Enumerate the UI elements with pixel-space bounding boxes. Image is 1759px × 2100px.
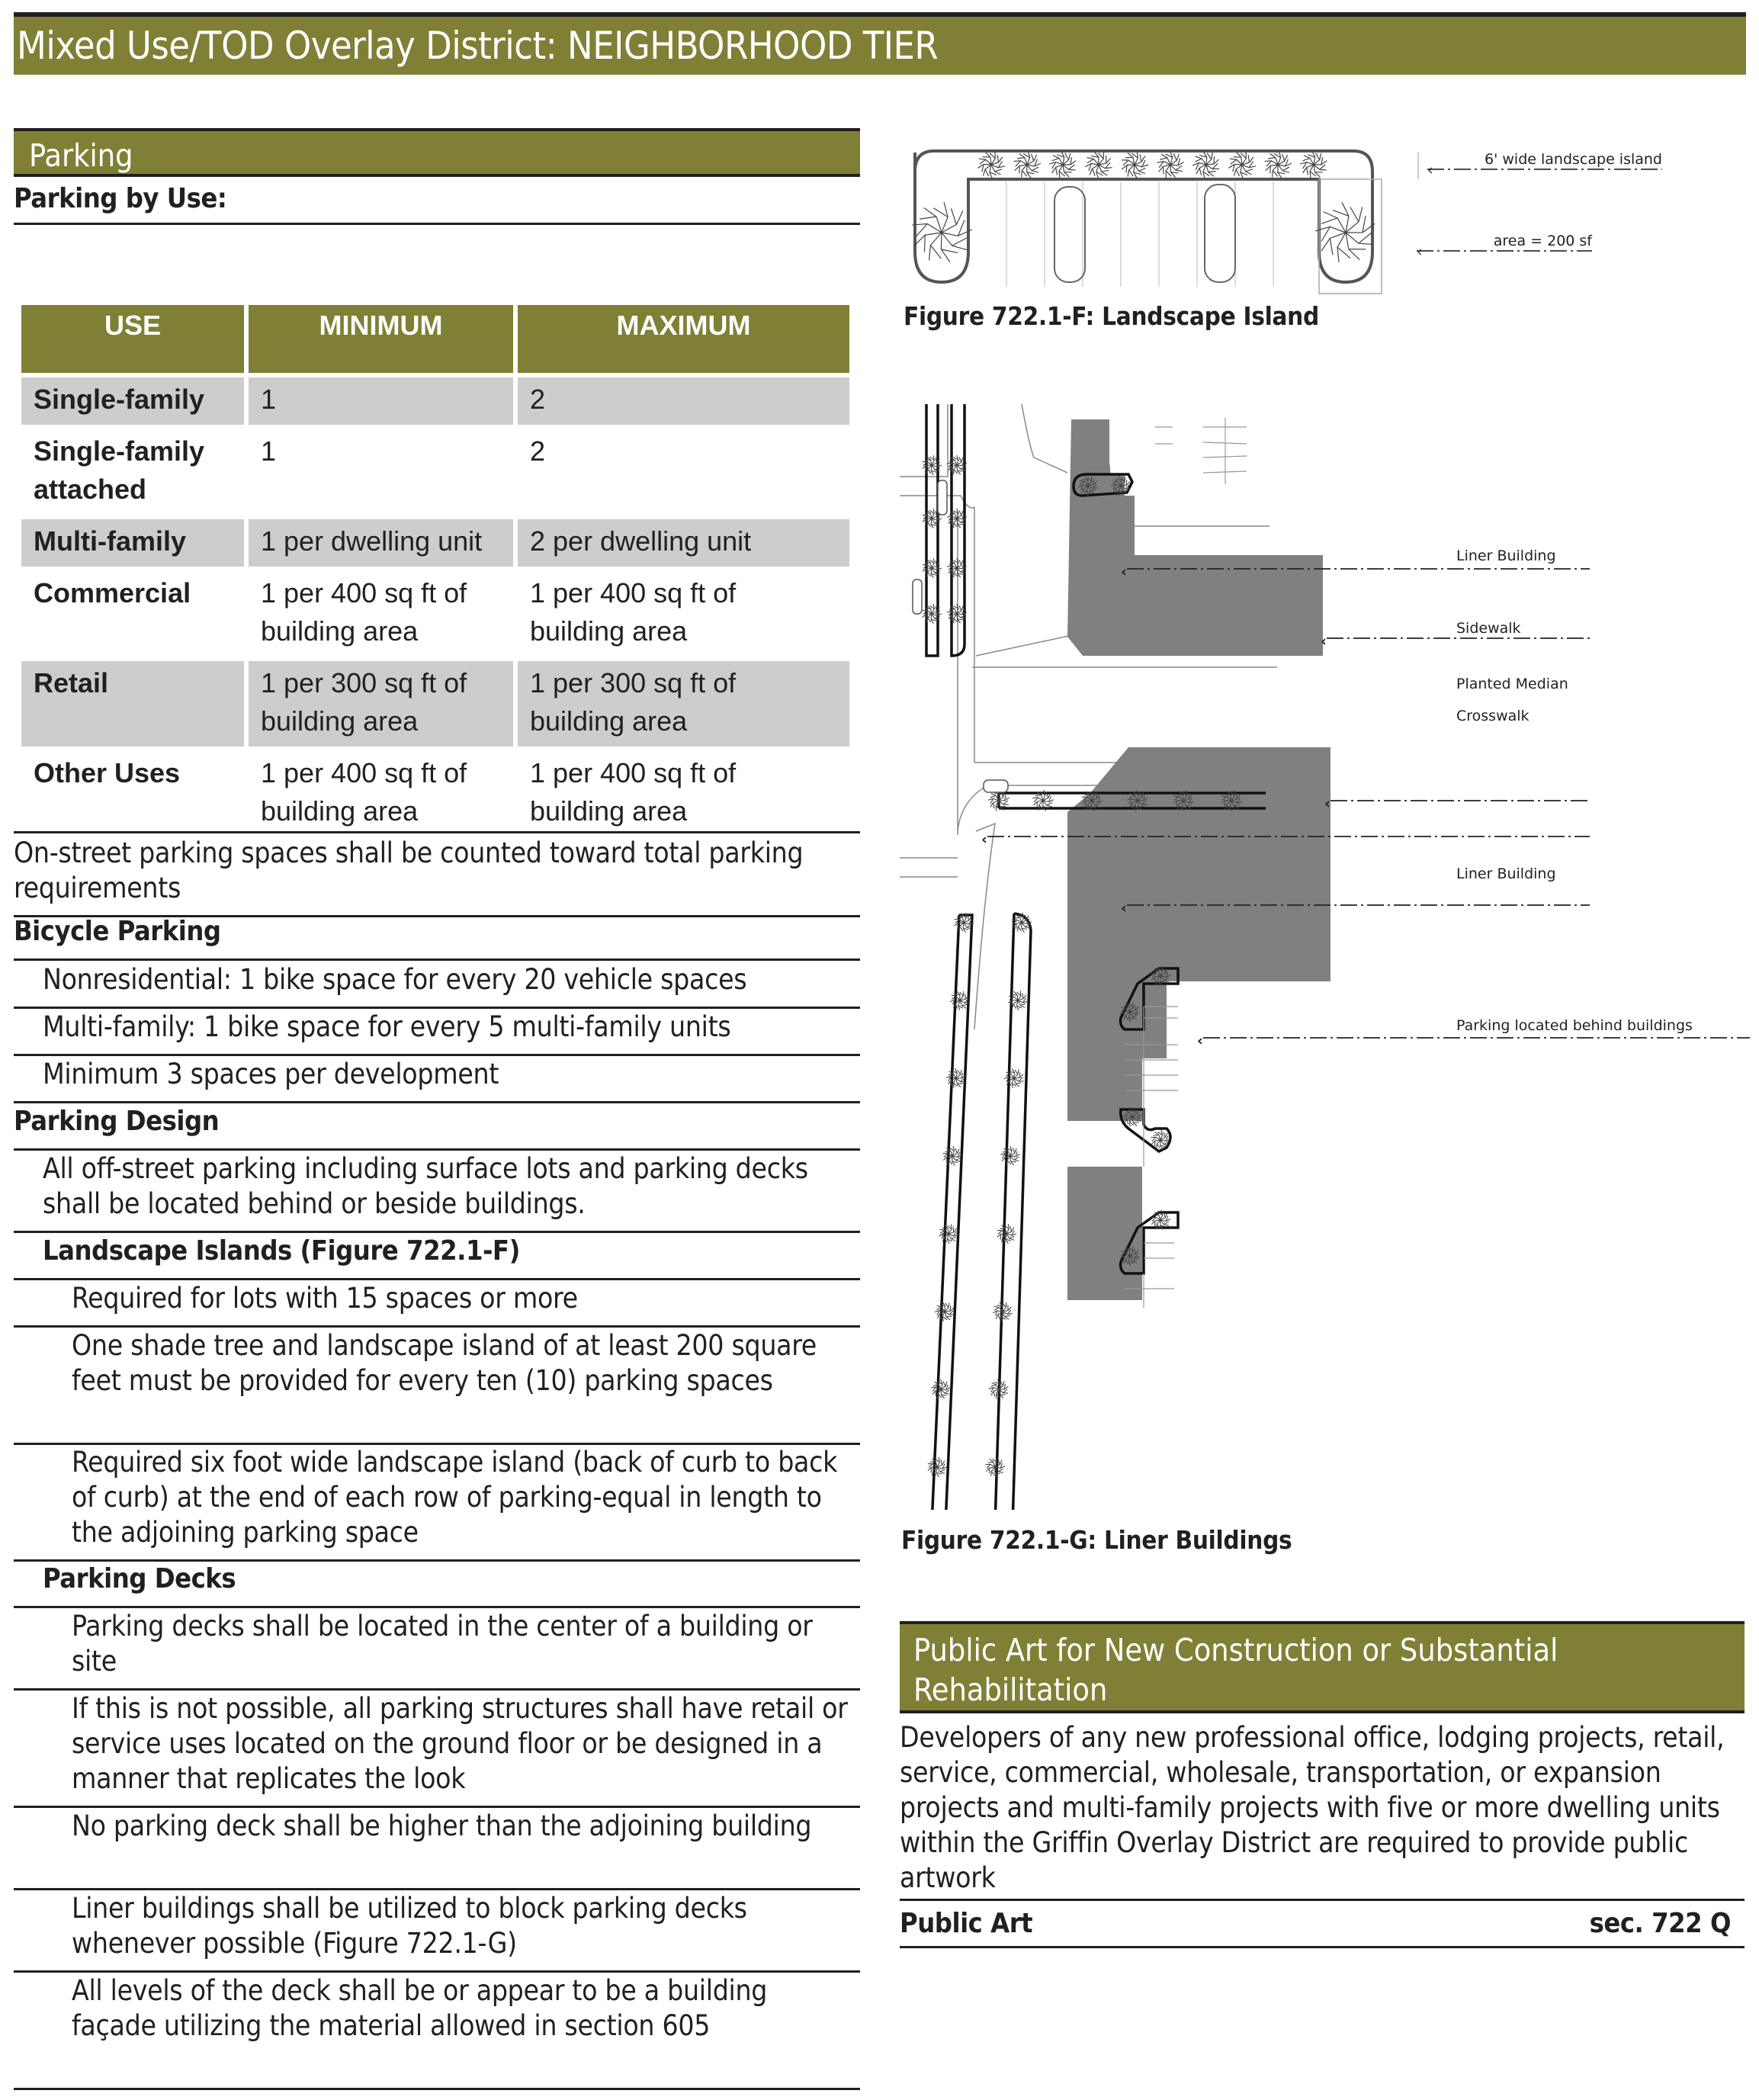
divider — [14, 1970, 860, 1973]
cell-maximum: 2 — [530, 435, 546, 467]
cell-maximum: 1 per 400 sq ft of building area — [530, 757, 737, 827]
cell-use: Single-family attached — [34, 435, 205, 505]
page-title: Mixed Use/TOD Overlay District: NEIGHBORHOOD TIER — [14, 17, 1746, 75]
tree-icon — [931, 1379, 951, 1398]
column-header-use: USE — [21, 305, 244, 373]
tree-icon — [928, 1457, 947, 1477]
parking-deck-item: If this is not possible, all parking structures shall have retail or service uses located on the ground floor or be designed in a manner that replicates the look — [72, 1692, 848, 1795]
parking-deck-item: All levels of the deck shall be or appear to be a building façade utilizing the material allowed in section 605 — [72, 1974, 768, 2042]
tree-icon — [942, 1146, 962, 1165]
divider — [14, 1325, 860, 1328]
cell-use: Commercial — [34, 577, 191, 608]
arrow-left-icon: ‹ — [1197, 1032, 1203, 1049]
cell-maximum: 2 — [518, 377, 849, 425]
car-icons — [1054, 185, 1235, 282]
table-row — [21, 519, 849, 567]
tree-icon — [950, 991, 970, 1010]
public-art-body: Developers of any new professional office, lodging projects, retail, service, commercial, wholesale, transportation, or expansion projects and multi-family projects with five or more dwelling units within the Griffin Overlay District are required to provide public artwork — [900, 1721, 1725, 1894]
car-icon — [938, 480, 947, 515]
cell-maximum: 2 per dwelling unit — [518, 519, 849, 567]
tree-icon — [985, 1457, 1005, 1476]
tree-icon — [1300, 151, 1327, 178]
cell-use: Single-family — [21, 377, 244, 425]
divider — [900, 1899, 1745, 1901]
car-icon — [984, 780, 1008, 792]
label-island-area: area = 200 sf — [1493, 233, 1592, 249]
tree-icon — [946, 1068, 965, 1088]
arrow-left-icon: ‹ — [981, 831, 987, 848]
cell-minimum: 1 per 400 sq ft of building area — [261, 577, 467, 647]
parking-deck-item: No parking deck shall be higher than the adjoining building — [72, 1809, 812, 1842]
table-row — [21, 751, 849, 836]
tree-icon — [1265, 151, 1292, 178]
tree-icon — [1315, 202, 1375, 262]
landscape-islands-heading: Landscape Islands (Figure 722.1-F) — [43, 1235, 520, 1267]
divider — [14, 1007, 860, 1009]
arrow-left-icon: ‹ — [1417, 243, 1423, 260]
label-parking-behind: Parking located behind buildings — [1456, 1017, 1693, 1034]
divider — [14, 1888, 860, 1890]
column-header-maximum: MAXIMUM — [518, 305, 849, 373]
parking-deck-item: Parking decks shall be located in the center of a building or site — [72, 1610, 813, 1678]
cell-minimum: 1 — [261, 435, 277, 467]
arrow-left-icon: ‹ — [1121, 900, 1127, 917]
divider — [14, 223, 860, 225]
public-art-section-ref: sec. 722 Q — [1589, 1908, 1731, 1939]
bicycle-item: Multi-family: 1 bike space for every 5 multi-family units — [43, 1010, 731, 1043]
public-art-section-header: Public Art for New Construction or Substantial Rehabilitation — [900, 1624, 1745, 1713]
cell-minimum: 1 — [249, 377, 513, 425]
label-island-width: 6' wide landscape island — [1485, 151, 1662, 168]
on-street-note: On-street parking spaces shall be counted toward total parking requirements — [14, 836, 804, 904]
label-liner-building-top: Liner Building — [1456, 547, 1556, 564]
divider — [900, 1946, 1745, 1948]
landscape-island-item: Required for lots with 15 spaces or more — [72, 1282, 578, 1315]
tree-icon — [978, 152, 1005, 178]
divider — [14, 1101, 860, 1103]
liner-buildings — [1067, 419, 1330, 1300]
bicycle-item: Nonresidential: 1 bike space for every 20 vehicle spaces — [43, 963, 747, 996]
parking-deck-block — [1067, 1167, 1142, 1300]
bicycle-parking-heading: Bicycle Parking — [14, 916, 221, 947]
divider — [14, 1148, 860, 1151]
tree-icon — [1004, 1068, 1023, 1088]
cell-minimum: 1 per dwelling unit — [249, 519, 513, 567]
tree-icon — [935, 1302, 954, 1321]
liner-buildings-figure — [900, 404, 1759, 1510]
table-row — [21, 661, 849, 747]
column-header-minimum: MINIMUM — [249, 305, 513, 373]
cell-maximum: 1 per 400 sq ft of building area — [530, 577, 737, 647]
landscape-island-item: Required six foot wide landscape island (back of curb to back of curb) at the end of each row of parking-equal in length to the adjoining parking space — [72, 1446, 838, 1549]
tree-icon — [912, 202, 972, 262]
tree-icon — [1085, 152, 1112, 178]
figure-g-caption: Figure 722.1-G: Liner Buildings — [901, 1525, 1292, 1555]
tree-icon — [1229, 152, 1256, 178]
parking-deck-item: Liner buildings shall be utilized to block parking decks whenever possible (Figure 722.1-G) — [72, 1892, 747, 1960]
divider — [14, 1054, 860, 1056]
arrow-left-icon: ‹ — [1427, 162, 1433, 178]
tree-icon — [1014, 151, 1041, 178]
cell-use: Multi-family — [21, 519, 244, 567]
label-planted-median: Planted Median — [1456, 676, 1568, 692]
tree-icon — [1122, 151, 1148, 178]
tree-icon — [1192, 151, 1219, 178]
tree-icon — [997, 1224, 1016, 1244]
parking-design-heading: Parking Design — [14, 1106, 220, 1137]
tree-icon — [1049, 151, 1076, 178]
bicycle-item: Minimum 3 spaces per development — [43, 1058, 499, 1090]
parking-by-use-table — [17, 300, 854, 841]
label-crosswalk: Crosswalk — [1456, 708, 1529, 724]
divider — [14, 2088, 860, 2090]
parking-section-header: Parking — [14, 128, 860, 177]
cell-maximum: 1 per 300 sq ft of building area — [518, 661, 849, 747]
table-row — [21, 377, 849, 425]
tree-icon — [939, 1224, 958, 1243]
table-row — [21, 429, 849, 515]
cell-minimum: 1 per 300 sq ft of building area — [249, 661, 513, 747]
landscape-island-figure — [900, 137, 1754, 313]
car-icon — [913, 580, 922, 614]
divider — [14, 1688, 860, 1691]
label-sidewalk: Sidewalk — [1456, 620, 1521, 637]
tree-icon — [1000, 1146, 1020, 1165]
cell-use: Retail — [21, 661, 244, 747]
liner-building-top — [1067, 419, 1323, 656]
arrow-left-icon: ‹ — [1321, 633, 1327, 650]
parking-design-intro: All off-street parking including surface lots and parking decks shall be located behind or beside buildings. — [43, 1152, 808, 1220]
landscape-island-item: One shade tree and landscape island of at least 200 square feet must be provided for every ten (10) parking spaces — [72, 1329, 817, 1397]
car-icon — [1205, 185, 1235, 282]
divider — [14, 831, 860, 833]
label-liner-building-bottom: Liner Building — [1456, 865, 1556, 882]
divider — [14, 1278, 860, 1280]
divider — [14, 958, 860, 961]
divider — [14, 1606, 860, 1608]
car-icon — [1054, 187, 1085, 282]
divider — [14, 1806, 860, 1808]
cell-use: Other Uses — [34, 757, 181, 788]
divider — [14, 1231, 860, 1233]
figure-f-caption: Figure 722.1-F: Landscape Island — [904, 301, 1319, 331]
tree-icon — [989, 1379, 1008, 1399]
parking-by-use-label: Parking by Use: — [14, 183, 227, 214]
parking-decks-heading: Parking Decks — [43, 1563, 236, 1594]
arrow-left-icon: ‹ — [1324, 795, 1330, 812]
table-header-row — [21, 305, 849, 373]
tree-icon — [1157, 151, 1183, 178]
public-art-ref-label: Public Art — [900, 1908, 1033, 1939]
table-row — [21, 571, 849, 657]
arrow-left-icon: ‹ — [1121, 564, 1127, 580]
cell-minimum: 1 per 400 sq ft of building area — [261, 757, 467, 827]
